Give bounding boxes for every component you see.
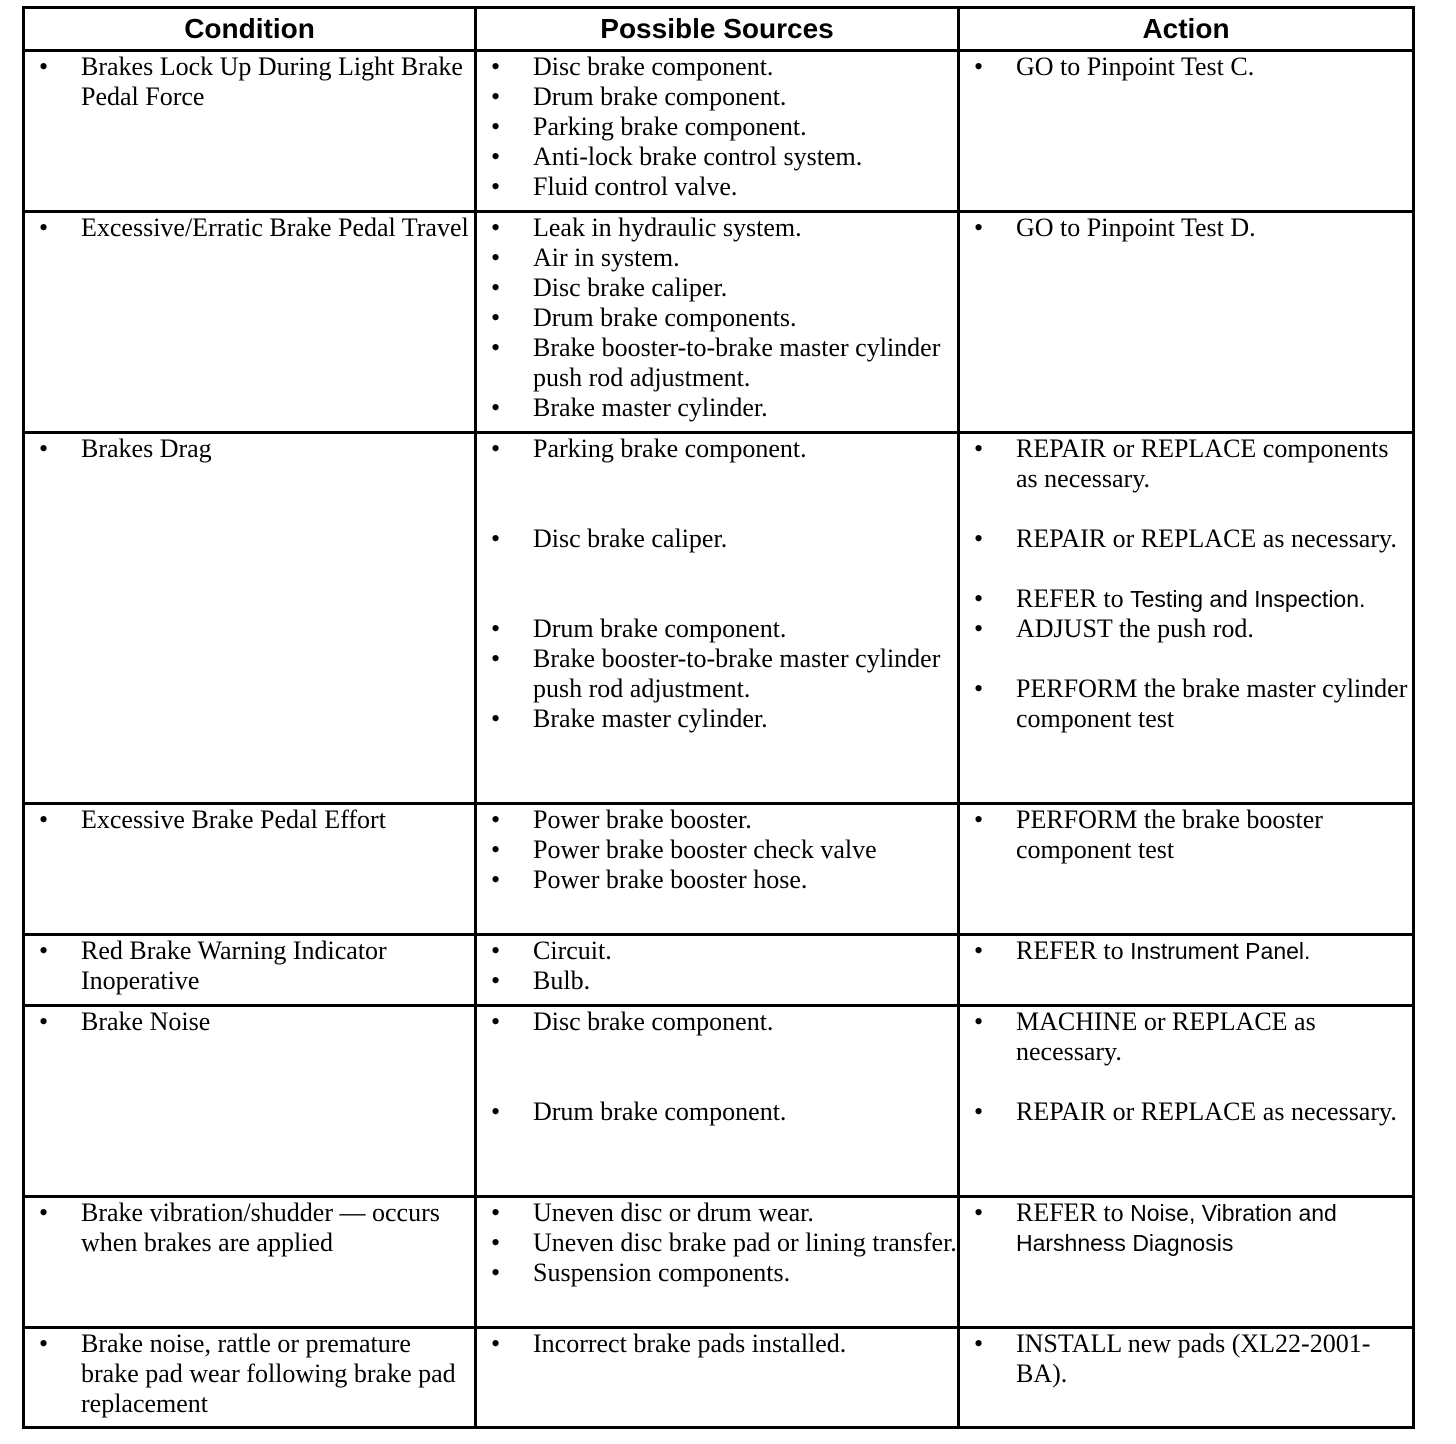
action-text: • GO to Pinpoint Test D. (960, 213, 1412, 243)
action-rest: components as necessary. (1016, 434, 1389, 493)
sources-cell (476, 212, 959, 433)
table-row (24, 804, 1414, 935)
sources-cell (476, 51, 959, 212)
diagnosis-table (22, 6, 1415, 1429)
condition-text: • Brake Noise (25, 1007, 474, 1037)
condition-cell (24, 804, 476, 935)
diagnosis-table-page (22, 6, 1412, 1429)
condition-text: • Excessive Brake Pedal Effort (25, 805, 474, 835)
sources-cell (476, 1006, 959, 1197)
table-row (24, 212, 1414, 433)
condition-cell (24, 1006, 476, 1197)
condition-cell (24, 433, 476, 804)
source-item: • Power brake booster hose. (477, 865, 957, 895)
action-reference: Instrument Panel. (1130, 938, 1311, 964)
source-item: • Brake master cylinder. (477, 704, 957, 734)
source-item: • Bulb. (477, 966, 957, 996)
source-item: • Incorrect brake pads installed. (477, 1329, 957, 1359)
source-item: • Parking brake component. (477, 434, 957, 464)
source-item: • Parking brake component. (477, 112, 957, 142)
header-row (24, 8, 1414, 51)
source-item: • Drum brake component. (477, 1097, 957, 1127)
sources-cell (476, 1197, 959, 1328)
condition-text: • Red Brake Warning Indicator Inoperative (25, 936, 474, 996)
action-cell (959, 433, 1414, 804)
action-item (960, 434, 1412, 494)
source-item: • Disc brake caliper. (477, 524, 957, 554)
action-item (960, 1198, 1412, 1258)
table-row (24, 51, 1414, 212)
source-item: • Disc brake component. (477, 1007, 957, 1037)
condition-text: • Brakes Drag (25, 434, 474, 464)
source-item: • Drum brake components. (477, 303, 957, 333)
action-item (960, 614, 1412, 644)
condition-cell (24, 212, 476, 433)
action-cell (959, 1328, 1414, 1428)
action-text: • PERFORM the brake booster component test (960, 805, 1412, 865)
action-cell (959, 212, 1414, 433)
action-rest: as necessary. (1256, 524, 1397, 553)
source-item: • Anti-lock brake control system. (477, 142, 957, 172)
header-action: Action (959, 8, 1414, 51)
source-item: • Fluid control valve. (477, 172, 957, 202)
action-verb: REPAIR or REPLACE (1016, 524, 1257, 553)
source-item: • Suspension components. (477, 1258, 957, 1288)
condition-text: • Brakes Lock Up During Light Brake Pedal Force (25, 52, 474, 112)
source-item: • Disc brake component. (477, 52, 957, 82)
source-item: • Brake booster-to-brake master cylinder push rod adjustment. (477, 644, 957, 704)
action-cell (959, 1006, 1414, 1197)
condition-text: • Brake noise, rattle or premature brake pad wear following brake pad replacement (25, 1329, 474, 1419)
action-verb: REFER to (1016, 584, 1124, 613)
action-text: • INSTALL new pads (XL22-2001-BA). (960, 1329, 1412, 1389)
sources-cell (476, 433, 959, 804)
action-item (960, 674, 1412, 734)
action-verb: REFER to (1016, 1198, 1124, 1227)
action-verb: REPAIR or REPLACE (1016, 434, 1257, 463)
header-possible-sources: Possible Sources (476, 8, 959, 51)
source-item: • Drum brake component. (477, 82, 957, 112)
source-item: • Power brake booster. (477, 805, 957, 835)
action-text: • GO to Pinpoint Test C. (960, 52, 1412, 82)
condition-text: • Excessive/Erratic Brake Pedal Travel (25, 213, 474, 243)
action-reference: Testing and Inspection. (1130, 586, 1366, 612)
action-item (960, 936, 1412, 966)
source-item: • Disc brake caliper. (477, 273, 957, 303)
action-verb: PERFORM the brake master cylinder component test (1016, 674, 1408, 733)
condition-cell (24, 51, 476, 212)
source-item: • Drum brake component. (477, 614, 957, 644)
action-item (960, 524, 1412, 554)
source-item: • Leak in hydraulic system. (477, 213, 957, 243)
source-item: • Air in system. (477, 243, 957, 273)
action-cell (959, 935, 1414, 1006)
sources-cell (476, 804, 959, 935)
table-row (24, 1197, 1414, 1328)
action-item: • MACHINE or REPLACE as necessary. (960, 1007, 1412, 1067)
action-cell (959, 51, 1414, 212)
sources-cell (476, 1328, 959, 1428)
action-verb: ADJUST the push rod. (1016, 614, 1254, 643)
condition-cell (24, 1197, 476, 1328)
header-condition: Condition (24, 8, 476, 51)
action-cell (959, 804, 1414, 935)
table-row (24, 433, 1414, 804)
action-cell (959, 1197, 1414, 1328)
source-item: • Circuit. (477, 936, 957, 966)
source-item: • Brake master cylinder. (477, 393, 957, 423)
action-verb: REFER to (1016, 936, 1124, 965)
table-row (24, 1006, 1414, 1197)
action-reference: Noise, Vibration and Harshness Diagnosis (1016, 1200, 1337, 1256)
source-item: • Uneven disc or drum wear. (477, 1198, 957, 1228)
condition-text: • Brake vibration/shudder — occurs when brakes are applied (25, 1198, 474, 1258)
condition-cell (24, 935, 476, 1006)
table-row (24, 1328, 1414, 1428)
condition-cell (24, 1328, 476, 1428)
action-item: • REPAIR or REPLACE as necessary. (960, 1097, 1412, 1127)
action-item (960, 584, 1412, 614)
sources-cell (476, 935, 959, 1006)
source-item: • Power brake booster check valve (477, 835, 957, 865)
table-row (24, 935, 1414, 1006)
source-item: • Uneven disc brake pad or lining transfer. (477, 1228, 957, 1258)
source-item: • Brake booster-to-brake master cylinder push rod adjustment. (477, 333, 957, 393)
